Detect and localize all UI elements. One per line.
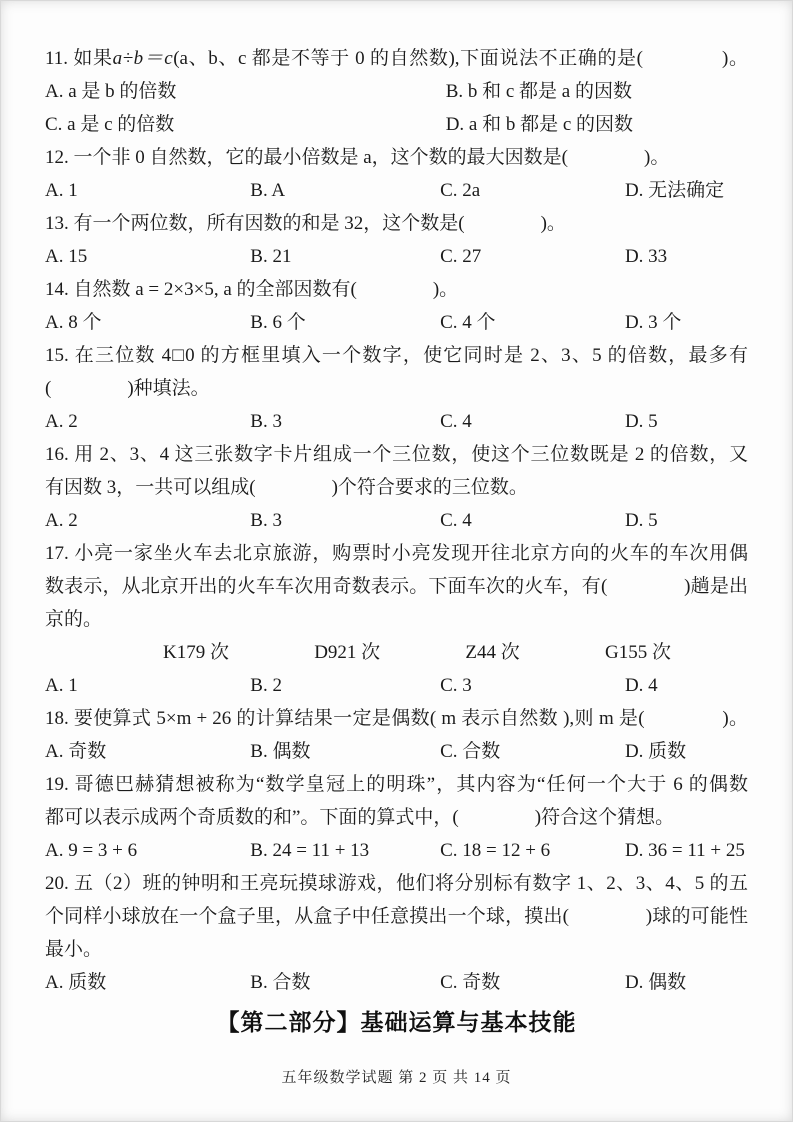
question-14-option-a: A. 8 个: [45, 312, 102, 333]
question-20-option-b: B. 合数: [250, 972, 311, 993]
question-18-text: 18. 要使算式 5×m + 26 的计算结果一定是偶数( m 表示自然数 ),则 m 是( )。: [45, 708, 748, 729]
question-15-option-a: A. 2: [45, 411, 78, 432]
train-number-1: K179 次: [163, 642, 229, 663]
question-13-options: [45, 240, 748, 273]
question-17-train-list: [163, 636, 671, 669]
question-11-option-c: C. a 是 c 的倍数: [45, 114, 175, 135]
question-15-options: [45, 405, 748, 438]
question-19-line-2: 都可以表示成两个奇质数的和”。下面的算式中，( )符合这个猜想。: [45, 807, 675, 828]
question-20-option-c: C. 奇数: [440, 972, 501, 993]
question-16-option-d: D. 5: [624, 510, 658, 531]
question-13-text: 13. 有一个两位数，所有因数的和是 32，这个数是( )。: [45, 213, 566, 234]
question-17-options: [45, 669, 748, 702]
question-18-options: [45, 735, 748, 768]
train-number-2: D921 次: [314, 642, 381, 663]
question-12-option-a: A. 1: [45, 180, 78, 201]
question-18-option-a: A. 奇数: [45, 741, 107, 762]
question-14-text: 14. 自然数 a = 2×3×5, a 的全部因数有( )。: [45, 279, 459, 300]
question-11-options: [45, 75, 748, 141]
question-20-options: [45, 966, 748, 999]
question-19-options: [45, 834, 748, 867]
question-11-option-d: D. a 和 b 都是 c 的因数: [445, 114, 634, 135]
question-13-option-a: A. 15: [45, 246, 88, 267]
question-11-option-a: A. a 是 b 的倍数: [45, 81, 177, 102]
section-header: 【第二部分】基础运算与基本技能: [216, 1009, 577, 1035]
question-19-option-a: A. 9 = 3 + 6: [45, 840, 138, 861]
question-11-option-b: B. b 和 c 都是 a 的因数: [445, 81, 632, 102]
question-15-line-2: ( )种填法。: [45, 378, 210, 399]
question-17-option-c: C. 3: [440, 675, 472, 696]
question-18-option-b: B. 偶数: [250, 741, 311, 762]
train-number-3: Z44 次: [465, 642, 520, 663]
question-15-option-d: D. 5: [624, 411, 658, 432]
question-15-option-b: B. 3: [250, 411, 282, 432]
question-19-option-d: D. 36 = 11 + 25: [624, 840, 745, 861]
question-17-line-3: 京的。: [45, 609, 103, 630]
question-17-line-2: 数表示，从北京开出的火车车次用奇数表示。下面车次的火车，有( )趟是出: [45, 576, 748, 597]
question-11-prefix: 11. 如果: [45, 48, 113, 69]
question-20-option-a: A. 质数: [45, 972, 107, 993]
question-17-option-a: A. 1: [45, 675, 78, 696]
question-15-line-1: 15. 在三位数 4□0 的方框里填入一个数字，使它同时是 2、3、5 的倍数，最多有: [45, 345, 748, 366]
question-19-line-1: 19. 哥德巴赫猜想被称为“数学皇冠上的明珠”，其内容为“任何一个大于 6 的偶数: [45, 774, 748, 795]
question-16-options: [45, 504, 748, 537]
question-16-option-c: C. 4: [440, 510, 472, 531]
question-14-option-b: B. 6 个: [250, 312, 306, 333]
question-17-line-1: 17. 小亮一家坐火车去北京旅游，购票时小亮发现开往北京方向的火车的车次用偶: [45, 543, 748, 564]
question-12-options: [45, 174, 748, 207]
question-17-option-d: D. 4: [624, 675, 658, 696]
question-12-text: 12. 一个非 0 自然数，它的最小倍数是 a，这个数的最大因数是( )。: [45, 147, 670, 168]
train-number-4: G155 次: [604, 642, 671, 663]
question-19-option-b: B. 24 = 11 + 13: [250, 840, 370, 861]
question-16-option-a: A. 2: [45, 510, 78, 531]
question-12-option-d: D. 无法确定: [624, 180, 725, 201]
question-20-line-2: 个同样小球放在一个盒子里，从盒子中任意摸出一个球，摸出( )球的可能性: [45, 906, 748, 927]
page-footer: 五年级数学试题 第 2 页 共 14 页: [281, 1070, 512, 1086]
question-13-option-b: B. 21: [250, 246, 292, 267]
question-15-option-c: C. 4: [440, 411, 472, 432]
question-12-option-c: C. 2a: [440, 180, 481, 201]
question-16-option-b: B. 3: [250, 510, 282, 531]
question-13-option-d: D. 33: [624, 246, 668, 267]
question-11-text: [45, 42, 748, 75]
question-12-option-b: B. A: [250, 180, 286, 201]
question-17-option-b: B. 2: [250, 675, 282, 696]
question-14-option-d: D. 3 个: [624, 312, 682, 333]
question-11-math-expression: a÷b＝c: [112, 48, 174, 69]
question-11-rest: (a、b、c 都是不等于 0 的自然数),下面说法不正确的是( )。: [173, 48, 748, 69]
question-16-line-2: 有因数 3，一共可以组成( )个符合要求的三位数。: [45, 477, 528, 498]
question-20-line-1: 20. 五（2）班的钟明和王亮玩摸球游戏，他们将分别标有数字 1、2、3、4、5 的五: [45, 873, 748, 894]
question-14-options: [45, 306, 748, 339]
question-20-option-d: D. 偶数: [624, 972, 687, 993]
question-20-line-3: 最小。: [45, 939, 103, 960]
question-16-line-1: 16. 用 2、3、4 这三张数字卡片组成一个三位数，使这个三位数既是 2 的倍数，又: [45, 444, 748, 465]
question-13-option-c: C. 27: [440, 246, 482, 267]
question-18-option-d: D. 质数: [624, 741, 687, 762]
question-19-option-c: C. 18 = 12 + 6: [440, 840, 551, 861]
question-18-option-c: C. 合数: [440, 741, 501, 762]
question-14-option-c: C. 4 个: [440, 312, 496, 333]
